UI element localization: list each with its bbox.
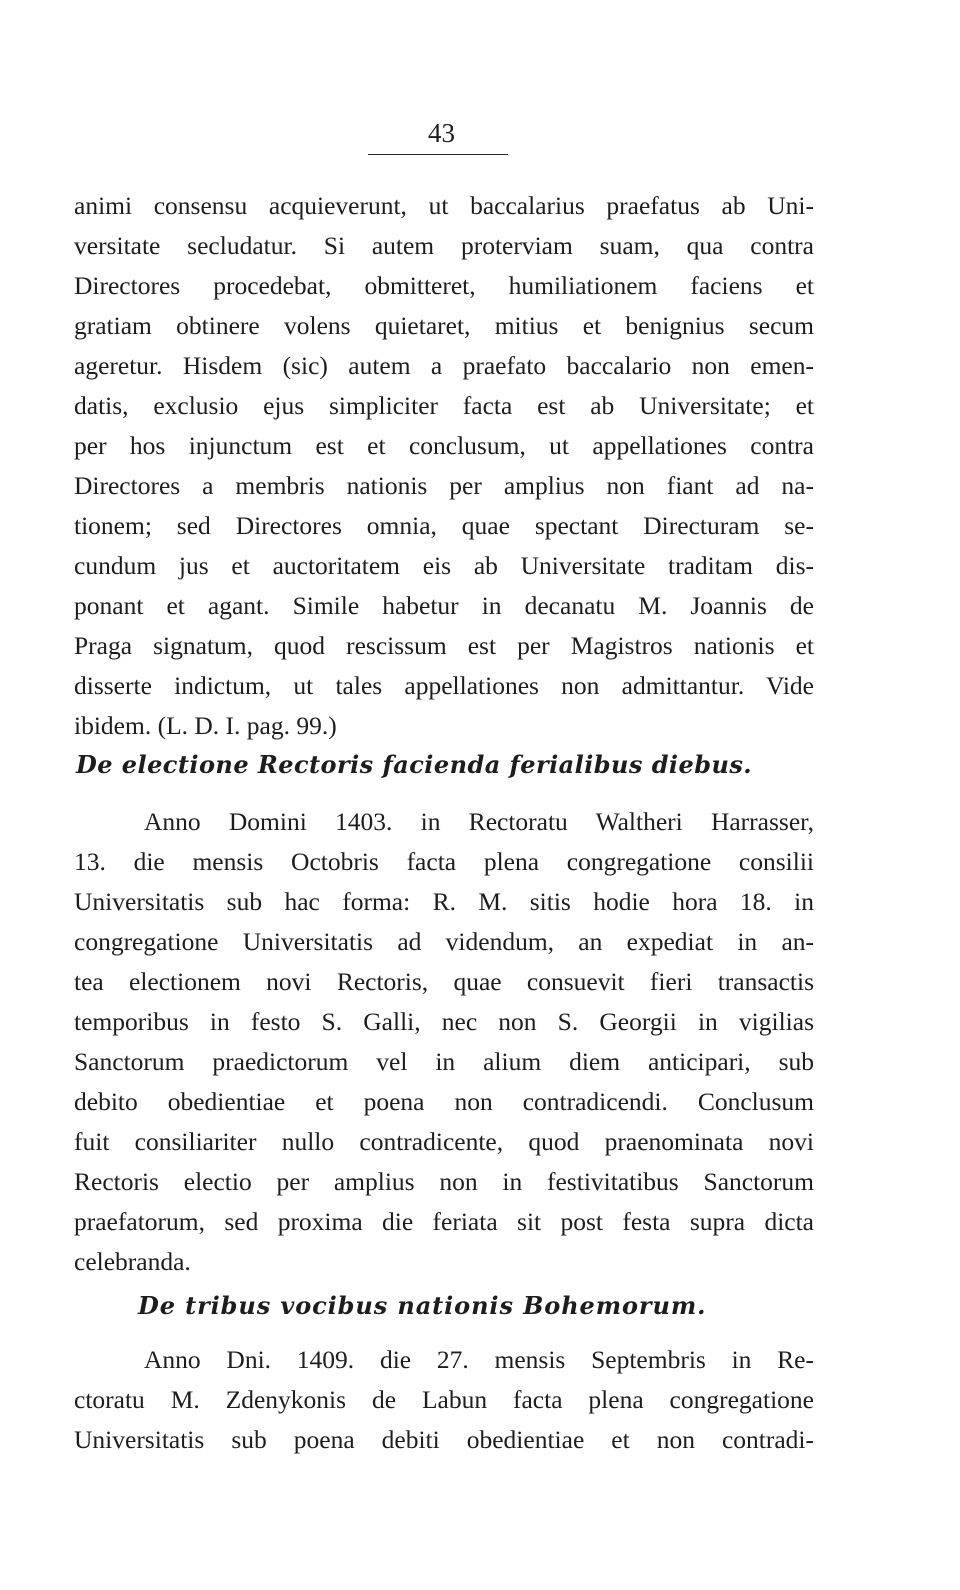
text-line: gratiam obtinere volens quietaret, mitius et benignius secum (74, 311, 814, 340)
text-line: debito obedientiae et poena non contradicendi. Conclusum (74, 1087, 814, 1116)
text-line: animi consensu acquieverunt, ut baccalarius praefatus ab Uni- (74, 191, 814, 220)
text-line: Rectoris electio per amplius non in festivitatibus Sanctorum (74, 1167, 814, 1196)
text-line: versitate secludatur. Si autem proterviam suam, qua contra (74, 231, 814, 260)
text-line: fuit consiliariter nullo contradicente, quod praenominata novi (74, 1127, 814, 1156)
text-line: Praga signatum, quod rescissum est per Magistros nationis et (74, 631, 814, 660)
text-line: Anno Domini 1403. in Rectoratu Waltheri Harrasser, (144, 807, 814, 836)
text-line: ibidem. (L. D. I. pag. 99.) (74, 711, 337, 740)
text-line: tionem; sed Directores omnia, quae spectant Directuram se- (74, 511, 814, 540)
text-line: disserte indictum, ut tales appellationes non admittantur. Vide (74, 671, 814, 700)
text-line: Universitatis sub hac forma: R. M. sitis hodie hora 18. in (74, 887, 814, 916)
text-line: 13. die mensis Octobris facta plena congregatione consilii (74, 847, 814, 876)
text-line: Anno Dni. 1409. die 27. mensis Septembris in Re- (144, 1345, 814, 1374)
text-line: per hos injunctum est et conclusum, ut appellationes contra (74, 431, 814, 460)
header-rule (368, 154, 508, 155)
text-line: tea electionem novi Rectoris, quae consuevit fieri transactis (74, 967, 814, 996)
text-line: praefatorum, sed proxima die feriata sit post festa supra dicta (74, 1207, 814, 1236)
text-line: temporibus in festo S. Galli, nec non S. Georgii in vigilias (74, 1007, 814, 1036)
text-line: Directores a membris nationis per amplius non fiant ad na- (74, 471, 814, 500)
text-line: congregatione Universitatis ad videndum, an expediat in an- (74, 927, 814, 956)
text-line: celebranda. (74, 1247, 191, 1276)
text-line: Directores procedebat, obmitteret, humiliationem faciens et (74, 271, 814, 300)
text-line: Sanctorum praedictorum vel in alium diem anticipari, sub (74, 1047, 814, 1076)
text-line: Universitatis sub poena debiti obedientiae et non contradi- (74, 1425, 814, 1454)
paragraph-1 (74, 186, 814, 746)
section-heading-bohemian-votes: De tribus vocibus nationis Bohemorum. (138, 1291, 707, 1320)
paragraph-2 (74, 802, 814, 1282)
paragraph-3 (74, 1340, 814, 1460)
text-line: ageretur. Hisdem (sic) autem a praefato baccalario non emen- (74, 351, 814, 380)
text-line: ctoratu M. Zdenykonis de Labun facta plena congregatione (74, 1385, 814, 1414)
text-line: datis, exclusio ejus simpliciter facta est ab Universitate; et (74, 391, 814, 420)
section-heading-election: De electione Rectoris facienda ferialibus diebus. (76, 750, 753, 779)
text-line: ponant et agant. Simile habetur in decanatu M. Joannis de (74, 591, 814, 620)
page-number: 43 (428, 118, 455, 148)
text-line: cundum jus et auctoritatem eis ab Universitate traditam dis- (74, 551, 814, 580)
